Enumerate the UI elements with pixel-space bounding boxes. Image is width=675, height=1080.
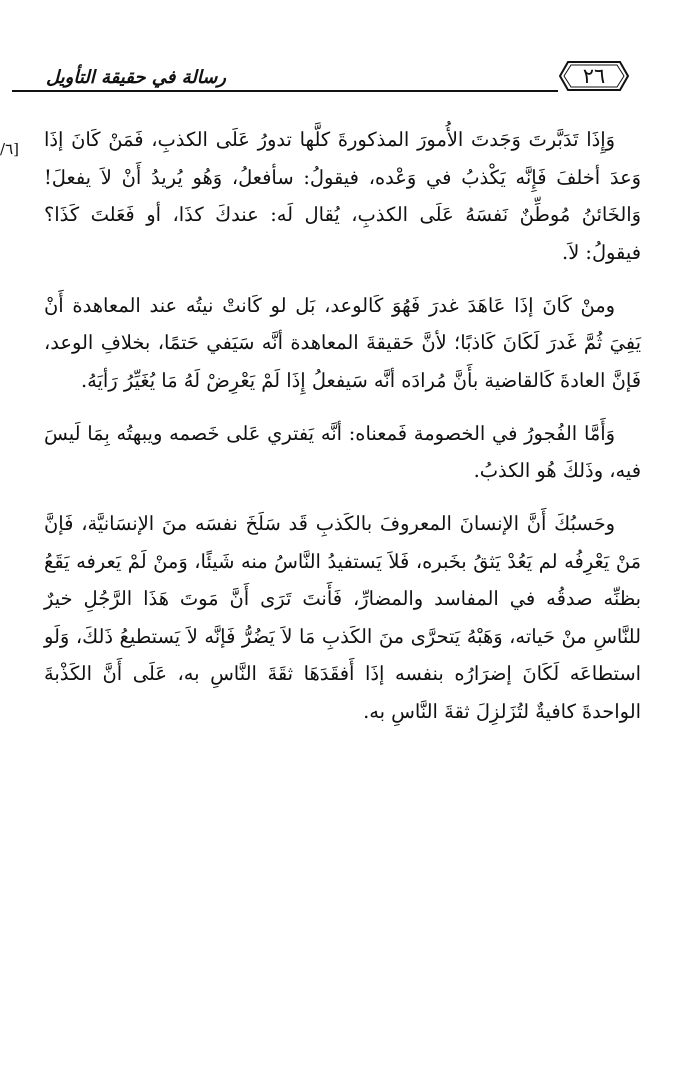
page-number-box xyxy=(558,60,630,92)
paragraph: وَأَمَّا الفُجورُ في الخصومة فَمعناه: أنَّه يَفتري عَلى خَصمه ويبهتُه بِمَا لَيسَ فيه، وذَلكَ هُو الكذبُ. xyxy=(44,421,641,482)
header-rule xyxy=(12,90,558,92)
page-header xyxy=(0,52,675,102)
margin-reference: [٦/ xyxy=(0,140,19,158)
paragraph: وحَسبُكَ أَنَّ الإنسانَ المعروفَ بالكَذبِ قَد سَلَخَ نفسَه منَ الإنسَانيَّة، فَإنَّ مَنْ يَعْرِفُه لم يَعُدْ يَثقُ بخَبره، فَلاَ يَستفيدُ النَّاسُ منه شَيئًا، وَمنْ لَمْ يَعرفه يَقَعُ بظنِّه صدقُه في المفاسد والمضارِّ، فَأَنتَ تَرَى أَنَّ مَوتَ هَذَا الرَّجُلِ خيرٌ للنَّاسِ منْ حَياته، وَهَبْهُ يَتحرَّى منَ الكَذبِ مَا لاَ يَضُرُّ فَإنَّه لاَ يَستطيعُ ذَلكَ، وَلَو استطاعَه لَكَانَ إضرَارُه بنفسه إذَا أَفقَدَهَا ثقَةَ النَّاسِ به، عَلَى أَنَّ الكَذْبةَ الواحدةَ كافيةٌ لتُزَلزِلَ ثقةَ النَّاسِ به. xyxy=(44,512,641,723)
paragraph: ومنْ كَانَ إذَا عَاهَدَ غدرَ فَهُوَ كَالوعد، بَل لو كَانتْ نيتُه عند المعاهدة أَنْ يَفِيَ ثُمَّ غَدرَ لَكَانَ كَاذبًا؛ لأنَّ حَقيقةَ المعاهدة أنَّه سَيَفي حَتمًا، بخلافِ الوعد، فَإنَّ العادةَ كَالقاضية بأَنَّ مُرادَه أنَّه سَيفعلُ إِذَا لَمْ يَعْرِضْ لَهُ مَا يُغَيِّرُ رَأيَهُ. xyxy=(44,293,641,392)
paragraph: وَإِذَا تَدَبَّرتَ وَجَدتَ الأُمورَ المذكورةَ كلَّها تدورُ عَلَى الكذبِ، فَمَنْ كَانَ إذَا وَعدَ أخلفَ فَإِنَّه يَكْذبُ في وَعْده، فيقولُ: سأفعلُ، وَهُو يُريدُ أَنْ لاَ يفعلَ! وَالخَائنُ مُوطِّنٌ نَفسَهُ عَلَى الكذبِ، يُقال لَه: عندكَ كذَا، أو فَعَلتَ كَذَا؟ فيقولُ: لاَ. xyxy=(44,128,641,264)
running-title: رسالة في حقيقة التأويل xyxy=(46,67,226,88)
body-text xyxy=(44,121,641,746)
page-number: ٢٦ xyxy=(582,64,606,88)
